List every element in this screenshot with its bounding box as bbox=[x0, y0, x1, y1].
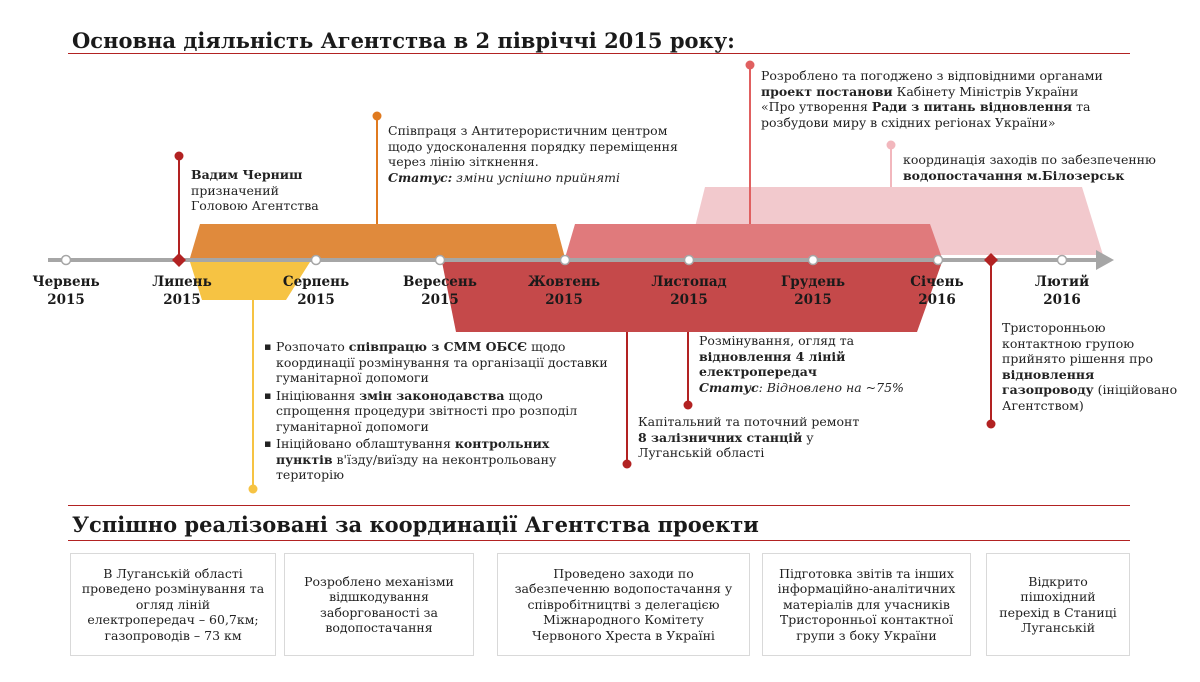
project-box-debt: Розроблено механізми відшкодування заборгованості за водопостачання bbox=[284, 553, 474, 656]
band-orange bbox=[190, 224, 565, 258]
month-august: Серпень 2015 bbox=[282, 274, 350, 308]
diamond-january bbox=[984, 253, 998, 267]
event-gas: Тристоронньою контактною групою прийнято рішення про відновлення газопроводу (ініційовано Агентством) bbox=[1002, 320, 1178, 413]
project-box-demining: В Луганській області проведено розмінування та огляд ліній електропередач – 60,7км; газопроводів – 73 км bbox=[70, 553, 276, 656]
section-rule-bottom bbox=[68, 540, 1130, 541]
event-demining: Розмінування, огляд та відновлення 4 ліній електропередач Статус: Відновлено на ~75% bbox=[699, 333, 904, 395]
bullet-checkpoints: ▪ Ініційовано облаштування контрольних пунктів в'їзду/виїзду на неконтрольовану територію bbox=[264, 436, 644, 483]
month-december: Грудень 2015 bbox=[780, 274, 846, 308]
month-september: Вересень 2015 bbox=[403, 274, 477, 308]
month-january: Січень 2016 bbox=[910, 274, 964, 308]
dot-bullets bbox=[249, 485, 258, 494]
tick-june bbox=[62, 256, 71, 265]
month-july: Липень 2015 bbox=[152, 274, 212, 308]
event-water: координація заходів по забезпеченню водопостачання м.Білозерськ bbox=[903, 152, 1156, 183]
dot-atc bbox=[373, 112, 382, 121]
month-october: Жовтень 2015 bbox=[527, 274, 601, 308]
event-chernysh: Вадим Черниш призначений Головою Агентства bbox=[191, 167, 319, 213]
tick-january bbox=[934, 256, 943, 265]
event-bullets bbox=[264, 339, 644, 483]
bullet-osce: ▪ Розпочато співпрацю з СММ ОБСЄ щодо координації розмінування та організації доставки гуманітарної допомоги bbox=[264, 339, 644, 386]
band-salmon bbox=[565, 224, 942, 258]
tick-august bbox=[312, 256, 321, 265]
month-february: Лютий 2016 bbox=[1034, 274, 1090, 308]
event-resolution: Розроблено та погоджено з відповідними органами проект постанови Кабінету Міністрів України «Про утворення Ради з питань відновлення та розбудови миру в східних регіонах України» bbox=[761, 68, 1103, 130]
section-title-projects: Успішно реалізовані за координації Агентства проекти bbox=[72, 512, 759, 537]
tick-october bbox=[561, 256, 570, 265]
month-june: Червень 2015 bbox=[32, 274, 100, 308]
project-box-reports: Підготовка звітів та інших інформаційно-аналітичних матеріалів для учасників Тристоронньої контактної групи з боку України bbox=[762, 553, 971, 656]
month-november: Листопад 2015 bbox=[651, 274, 727, 308]
event-rail: Капітальний та поточний ремонт 8 залізничних станцій у Луганській області bbox=[638, 414, 860, 460]
bullet-legislation: ▪ Ініціювання змін законодавства щодо спрощення процедури звітності про розподіл гуманітарної допомоги bbox=[264, 388, 644, 435]
diamond-july bbox=[172, 253, 186, 267]
dot-water bbox=[887, 141, 896, 150]
section-rule-middle bbox=[68, 505, 1130, 506]
dot-demining bbox=[684, 401, 693, 410]
dot-chernysh bbox=[175, 152, 184, 161]
project-box-crossing: Відкрито пішохідний перехід в Станиці Луганській bbox=[986, 553, 1130, 656]
timeline-arrow bbox=[1096, 250, 1114, 270]
event-atc: Співпраця з Антитерористичним центром щодо удосконалення порядку переміщення через лінію зіткнення. Статус: зміни успішно прийняті bbox=[388, 123, 678, 185]
dot-gas bbox=[987, 420, 996, 429]
tick-february bbox=[1058, 256, 1067, 265]
project-box-icrc: Проведено заходи по забезпеченню водопостачання у співробітництві з делегацією Міжнародного Комітету Червоного Хреста в Україні bbox=[497, 553, 750, 656]
tick-september bbox=[436, 256, 445, 265]
tick-november bbox=[685, 256, 694, 265]
tick-december bbox=[809, 256, 818, 265]
section-title-activities: Основна діяльність Агентства в 2 півріччі 2015 року: bbox=[72, 28, 735, 53]
dot-resolution bbox=[746, 61, 755, 70]
